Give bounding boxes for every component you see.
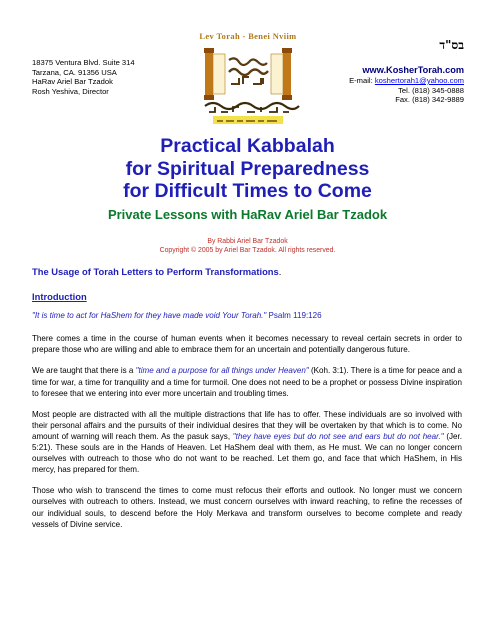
torah-scroll-logo-icon <box>191 42 305 126</box>
title-line: for Difficult Times to Come <box>123 180 372 202</box>
copyright-line: Copyright © 2005 by Ariel Bar Tzadok. All rights reserved. <box>159 247 336 254</box>
inline-quote: "they have eyes but do not see and ears but do not hear." <box>232 431 444 441</box>
title-line: Practical Kabbalah <box>160 135 335 157</box>
director-title: Rosh Yeshiva, Director <box>32 86 109 96</box>
document-subtitle: Private Lessons with HaRav Ariel Bar Tzadok <box>107 207 388 222</box>
email-label: E-mail: <box>349 76 375 85</box>
fax-number: Fax. (818) 342-9889 <box>395 95 464 105</box>
address-block <box>32 58 135 96</box>
email-link[interactable]: koshertorah1@yahoo.com <box>374 76 464 85</box>
psalm-quote <box>32 310 462 321</box>
email-row <box>349 76 464 86</box>
section-heading: The Usage of Torah Letters to Perform Transformations. <box>32 266 282 277</box>
byline <box>0 237 495 255</box>
introduction-heading: Introduction <box>32 291 87 303</box>
quote-text: "It is time to act for HaShem for they have made void Your Torah." <box>32 311 267 321</box>
author-line: By Rabbi Ariel Bar Tzadok <box>207 238 288 245</box>
website-link[interactable]: www.KosherTorah.com <box>362 65 464 75</box>
logo-title: Lev Torah - Benei Nviim <box>199 32 297 41</box>
paragraph: Those who wish to transcend the times to come must refocus their efforts and outlook. No longer must we concern ourselves with outreach to others. Instead, we must concern ourselves with inward reaching, to refine the recesses of our individual souls, to descend before the Holy Merkava and transform ourselves to become complete and ready vessels of Divine service. <box>32 486 462 529</box>
phone-number: Tel. (818) 345-0888 <box>398 85 464 95</box>
paragraph: Most people are distracted with all the multiple distractions that life has to offer. These individuals are so involved with their personal affairs and the pursuits of their individual desires that they will be overtaken by that which is to come. No amount of warning will reach them. As the pasuk says, "they have eyes but do not see and ears but do not hear." (Jer. 5:21). These souls are in the Hands of Heaven. Let HaShem deal with them, as He must. We can no longer concern ourselves with outreach to those who do not want to be reached. Let them go, and face that which HaShem, in His mercy, has prepared for them. <box>32 409 462 475</box>
title-line: for Spiritual Preparedness <box>125 157 370 180</box>
document-title <box>0 135 495 203</box>
contact-block <box>349 38 464 105</box>
address-line: Tarzana, CA. 91356 USA <box>32 67 117 77</box>
article-body <box>32 266 462 540</box>
paragraph: There comes a time in the course of human events when it becomes necessary to reveal certain secrets in order to prepare those who are willing and able to embrace them for an uncertain and potentially dangerous future. <box>32 334 462 355</box>
quote-reference: Psalm 119:126 <box>266 311 322 321</box>
besiyata-dishmaya-mark: בס"ד <box>439 38 464 52</box>
address-line: 18375 Ventura Blvd. Suite 314 <box>32 58 135 67</box>
director-name: HaRav Ariel Bar Tzadok <box>32 77 113 87</box>
paragraph: We are taught that there is a "time and a purpose for all things under Heaven" (Koh. 3:1). There is a time for peace and a time for war, a time for tranquility and a time for turmoil. One does not need to be a prophet or possess Divine inspiration to foresee that we entering into ever more uncertain and troubling times. <box>32 366 463 398</box>
yeshiva-logo <box>183 32 313 128</box>
inline-quote: "time and a purpose for all things under Heaven" <box>135 366 309 376</box>
